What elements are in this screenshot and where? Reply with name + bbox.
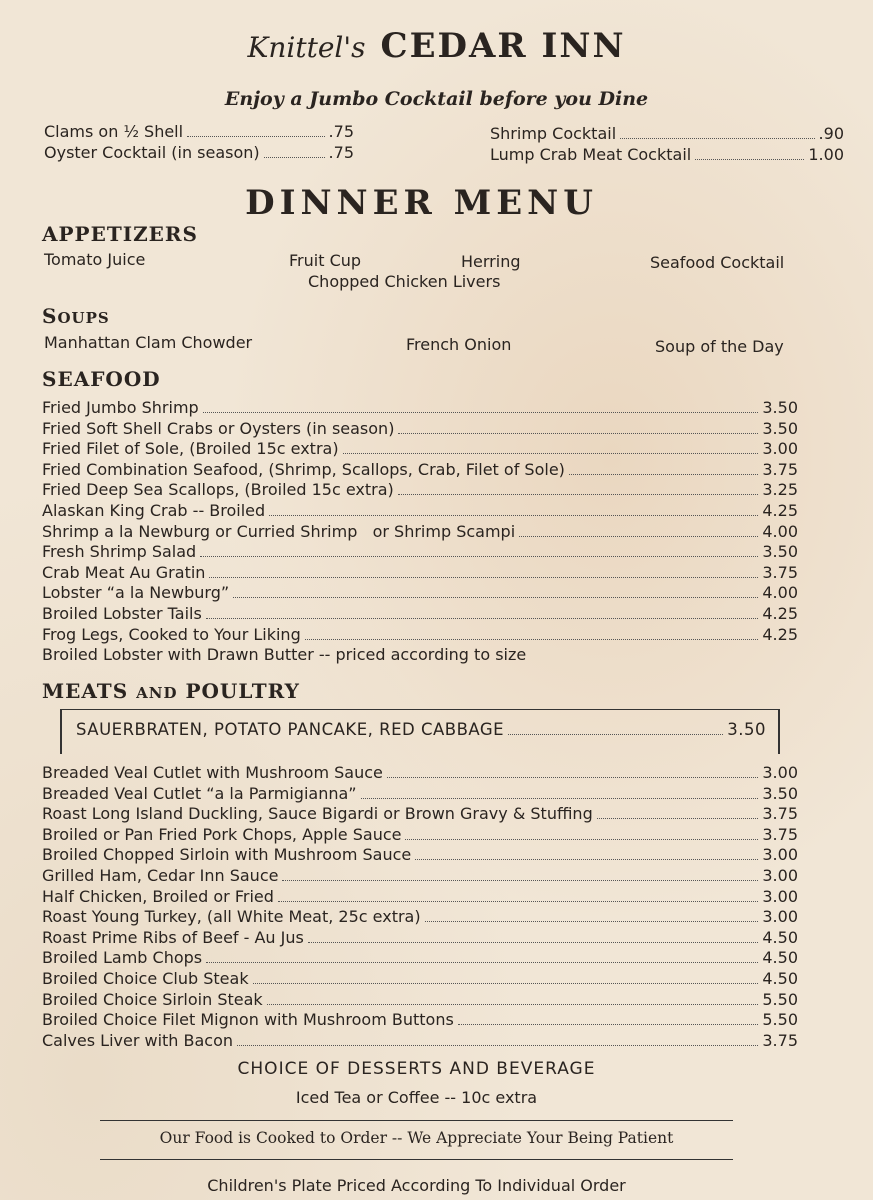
item-label: Broiled or Pan Fried Pork Chops, Apple Sauce bbox=[42, 824, 402, 844]
menu-item bbox=[42, 439, 798, 460]
item-price: 4.25 bbox=[762, 624, 798, 644]
item-label: Broiled Lobster Tails bbox=[42, 603, 202, 623]
menu-item bbox=[42, 804, 798, 825]
menu-item bbox=[42, 928, 798, 949]
item-price: 5.50 bbox=[762, 989, 798, 1009]
restaurant-header bbox=[0, 26, 873, 66]
item-price: 3.50 bbox=[762, 418, 798, 438]
soup-item: Soup of the Day bbox=[655, 337, 784, 356]
item-label: Calves Liver with Bacon bbox=[42, 1030, 234, 1050]
item-price: 4.25 bbox=[762, 603, 798, 623]
item-price: 3.00 bbox=[762, 439, 798, 459]
meats-heading bbox=[42, 679, 300, 703]
appetizer-item: Tomato Juice bbox=[44, 250, 146, 269]
menu-item bbox=[42, 563, 798, 584]
item-label: Broiled Choice Club Steak bbox=[42, 968, 249, 988]
item-label: Fried Filet of Sole, (Broiled 15c extra) bbox=[42, 439, 339, 459]
menu-item bbox=[42, 480, 798, 501]
seafood-list bbox=[42, 398, 798, 666]
item-price: 3.50 bbox=[762, 783, 798, 803]
item-label: Broiled Choice Sirloin Steak bbox=[42, 989, 263, 1009]
item-label: Fried Combination Seafood, (Shrimp, Scallops, Crab, Filet of Sole) bbox=[42, 459, 565, 479]
menu-note bbox=[42, 645, 798, 666]
menu-item bbox=[42, 501, 798, 522]
item-label: Shrimp Cocktail bbox=[490, 124, 617, 143]
menu-item bbox=[42, 845, 798, 866]
menu-item bbox=[42, 825, 798, 846]
desserts-note: CHOICE OF DESSERTS AND BEVERAGE bbox=[237, 1059, 596, 1079]
item-label: Breaded Veal Cutlet “a la Parmigianna” bbox=[42, 783, 357, 803]
menu-item bbox=[42, 907, 798, 928]
item-label: Oyster Cocktail (in season) bbox=[44, 143, 260, 162]
soups-heading-initial: S bbox=[42, 304, 58, 328]
special-box bbox=[60, 709, 780, 754]
menu-item bbox=[42, 1031, 798, 1052]
item-label: Lump Crab Meat Cocktail bbox=[490, 145, 692, 164]
item-price: 3.00 bbox=[762, 886, 798, 906]
item-label: Broiled Lamb Chops bbox=[42, 948, 203, 968]
beverage-note: Iced Tea or Coffee -- 10c extra bbox=[295, 1088, 538, 1107]
restaurant-name: CEDAR INN bbox=[380, 26, 626, 66]
meats-heading-part: MEATS bbox=[42, 679, 129, 703]
item-label: SAUERBRATEN, POTATO PANCAKE, RED CABBAGE bbox=[76, 720, 505, 739]
item-price: 3.00 bbox=[762, 865, 798, 885]
item-label: Grilled Ham, Cedar Inn Sauce bbox=[42, 865, 279, 885]
item-label: Frog Legs, Cooked to Your Liking bbox=[42, 624, 301, 644]
item-price: 5.50 bbox=[762, 1010, 798, 1030]
item-price: 4.50 bbox=[762, 948, 798, 968]
item-label: Broiled Chopped Sirloin with Mushroom Sauce bbox=[42, 845, 412, 865]
appetizer-item: Seafood Cocktail bbox=[650, 253, 785, 272]
item-price: 4.50 bbox=[762, 927, 798, 947]
item-label: Alaskan King Crab -- Broiled bbox=[42, 500, 266, 520]
item-label: Half Chicken, Broiled or Fried bbox=[42, 886, 274, 906]
soups-heading-rest: OUPS bbox=[57, 309, 110, 327]
appetizer-item: Chopped Chicken Livers bbox=[308, 272, 501, 291]
menu-item bbox=[42, 948, 798, 969]
cocktail-column-right bbox=[490, 124, 844, 166]
menu-title: DINNER MENU bbox=[245, 183, 598, 223]
cocktail-item bbox=[44, 122, 354, 143]
item-price: 3.75 bbox=[762, 1030, 798, 1050]
menu-item bbox=[42, 625, 798, 646]
divider bbox=[100, 1159, 733, 1160]
item-label: Clams on ½ Shell bbox=[44, 122, 184, 141]
item-label: Fried Deep Sea Scallops, (Broiled 15c extra) bbox=[42, 480, 394, 500]
item-price: .90 bbox=[818, 124, 844, 143]
item-label: Shrimp a la Newburg or Curried Shrimp or Shrimp Scampi bbox=[42, 521, 516, 541]
item-label: Fried Soft Shell Crabs or Oysters (in season) bbox=[42, 418, 395, 438]
item-label: Crab Meat Au Gratin bbox=[42, 562, 206, 582]
item-price: 3.75 bbox=[762, 459, 798, 479]
menu-item bbox=[42, 763, 798, 784]
soup-item: Manhattan Clam Chowder bbox=[44, 333, 253, 352]
cocktail-column-left bbox=[44, 122, 354, 164]
item-label: Lobster “a la Newburg” bbox=[42, 583, 230, 603]
soups-heading bbox=[42, 304, 110, 328]
item-price: 4.25 bbox=[762, 500, 798, 520]
restaurant-prefix: Knittel's bbox=[247, 31, 366, 64]
item-label: Fresh Shrimp Salad bbox=[42, 542, 197, 562]
item-label: Broiled Choice Filet Mignon with Mushroom Buttons bbox=[42, 1010, 454, 1030]
item-price: 3.75 bbox=[762, 824, 798, 844]
divider bbox=[100, 1120, 733, 1121]
item-price: 3.75 bbox=[762, 804, 798, 824]
menu-item bbox=[42, 604, 798, 625]
item-label: Roast Young Turkey, (all White Meat, 25c extra) bbox=[42, 907, 421, 927]
children-plate-note: Children's Plate Priced According To Individual Order bbox=[207, 1176, 626, 1195]
cocktail-item bbox=[490, 145, 844, 166]
item-price: 4.50 bbox=[762, 968, 798, 988]
menu-item bbox=[42, 784, 798, 805]
item-price: 3.00 bbox=[762, 907, 798, 927]
menu-item bbox=[42, 583, 798, 604]
item-price: 1.00 bbox=[808, 145, 844, 164]
item-price: .75 bbox=[328, 122, 354, 141]
appetizer-item: Fruit Cup bbox=[289, 251, 362, 270]
menu-item bbox=[42, 419, 798, 440]
item-label: Broiled Lobster with Drawn Butter -- priced according to size bbox=[42, 645, 527, 665]
menu-item bbox=[42, 460, 798, 481]
item-price: 3.00 bbox=[762, 763, 798, 782]
menu-item bbox=[42, 398, 798, 419]
menu-item bbox=[42, 969, 798, 990]
appetizer-item: Herring bbox=[461, 252, 521, 271]
item-price: .75 bbox=[328, 143, 354, 162]
meats-heading-part: POULTRY bbox=[185, 679, 300, 703]
seafood-heading: SEAFOOD bbox=[42, 367, 161, 391]
item-label: Fried Jumbo Shrimp bbox=[42, 398, 199, 417]
soup-item: French Onion bbox=[406, 335, 512, 354]
item-price: 3.75 bbox=[762, 562, 798, 582]
item-price: 3.50 bbox=[762, 542, 798, 562]
menu-item bbox=[42, 887, 798, 908]
appetizers-heading: APPETIZERS bbox=[42, 222, 198, 246]
item-price: 3.50 bbox=[727, 720, 766, 739]
cooked-to-order-note: Our Food is Cooked to Order -- We Appreciate Your Being Patient bbox=[159, 1129, 674, 1147]
menu-item bbox=[42, 1010, 798, 1031]
item-price: 3.50 bbox=[762, 398, 798, 417]
menu-item bbox=[42, 542, 798, 563]
item-label: Breaded Veal Cutlet with Mushroom Sauce bbox=[42, 763, 383, 782]
item-price: 4.00 bbox=[762, 521, 798, 541]
tagline: Enjoy a Jumbo Cocktail before you Dine bbox=[224, 88, 649, 110]
meats-list bbox=[42, 763, 798, 1051]
item-label: Roast Long Island Duckling, Sauce Bigardi or Brown Gravy & Stuffing bbox=[42, 804, 593, 824]
special-item bbox=[62, 710, 778, 739]
menu-item bbox=[42, 866, 798, 887]
item-label: Roast Prime Ribs of Beef - Au Jus bbox=[42, 927, 304, 947]
item-price: 3.00 bbox=[762, 845, 798, 865]
cocktail-item bbox=[44, 143, 354, 164]
meats-heading-part: AND bbox=[136, 684, 178, 702]
menu-item bbox=[42, 990, 798, 1011]
cocktail-item bbox=[490, 124, 844, 145]
menu-item bbox=[42, 522, 798, 543]
item-price: 4.00 bbox=[762, 583, 798, 603]
item-price: 3.25 bbox=[762, 480, 798, 500]
